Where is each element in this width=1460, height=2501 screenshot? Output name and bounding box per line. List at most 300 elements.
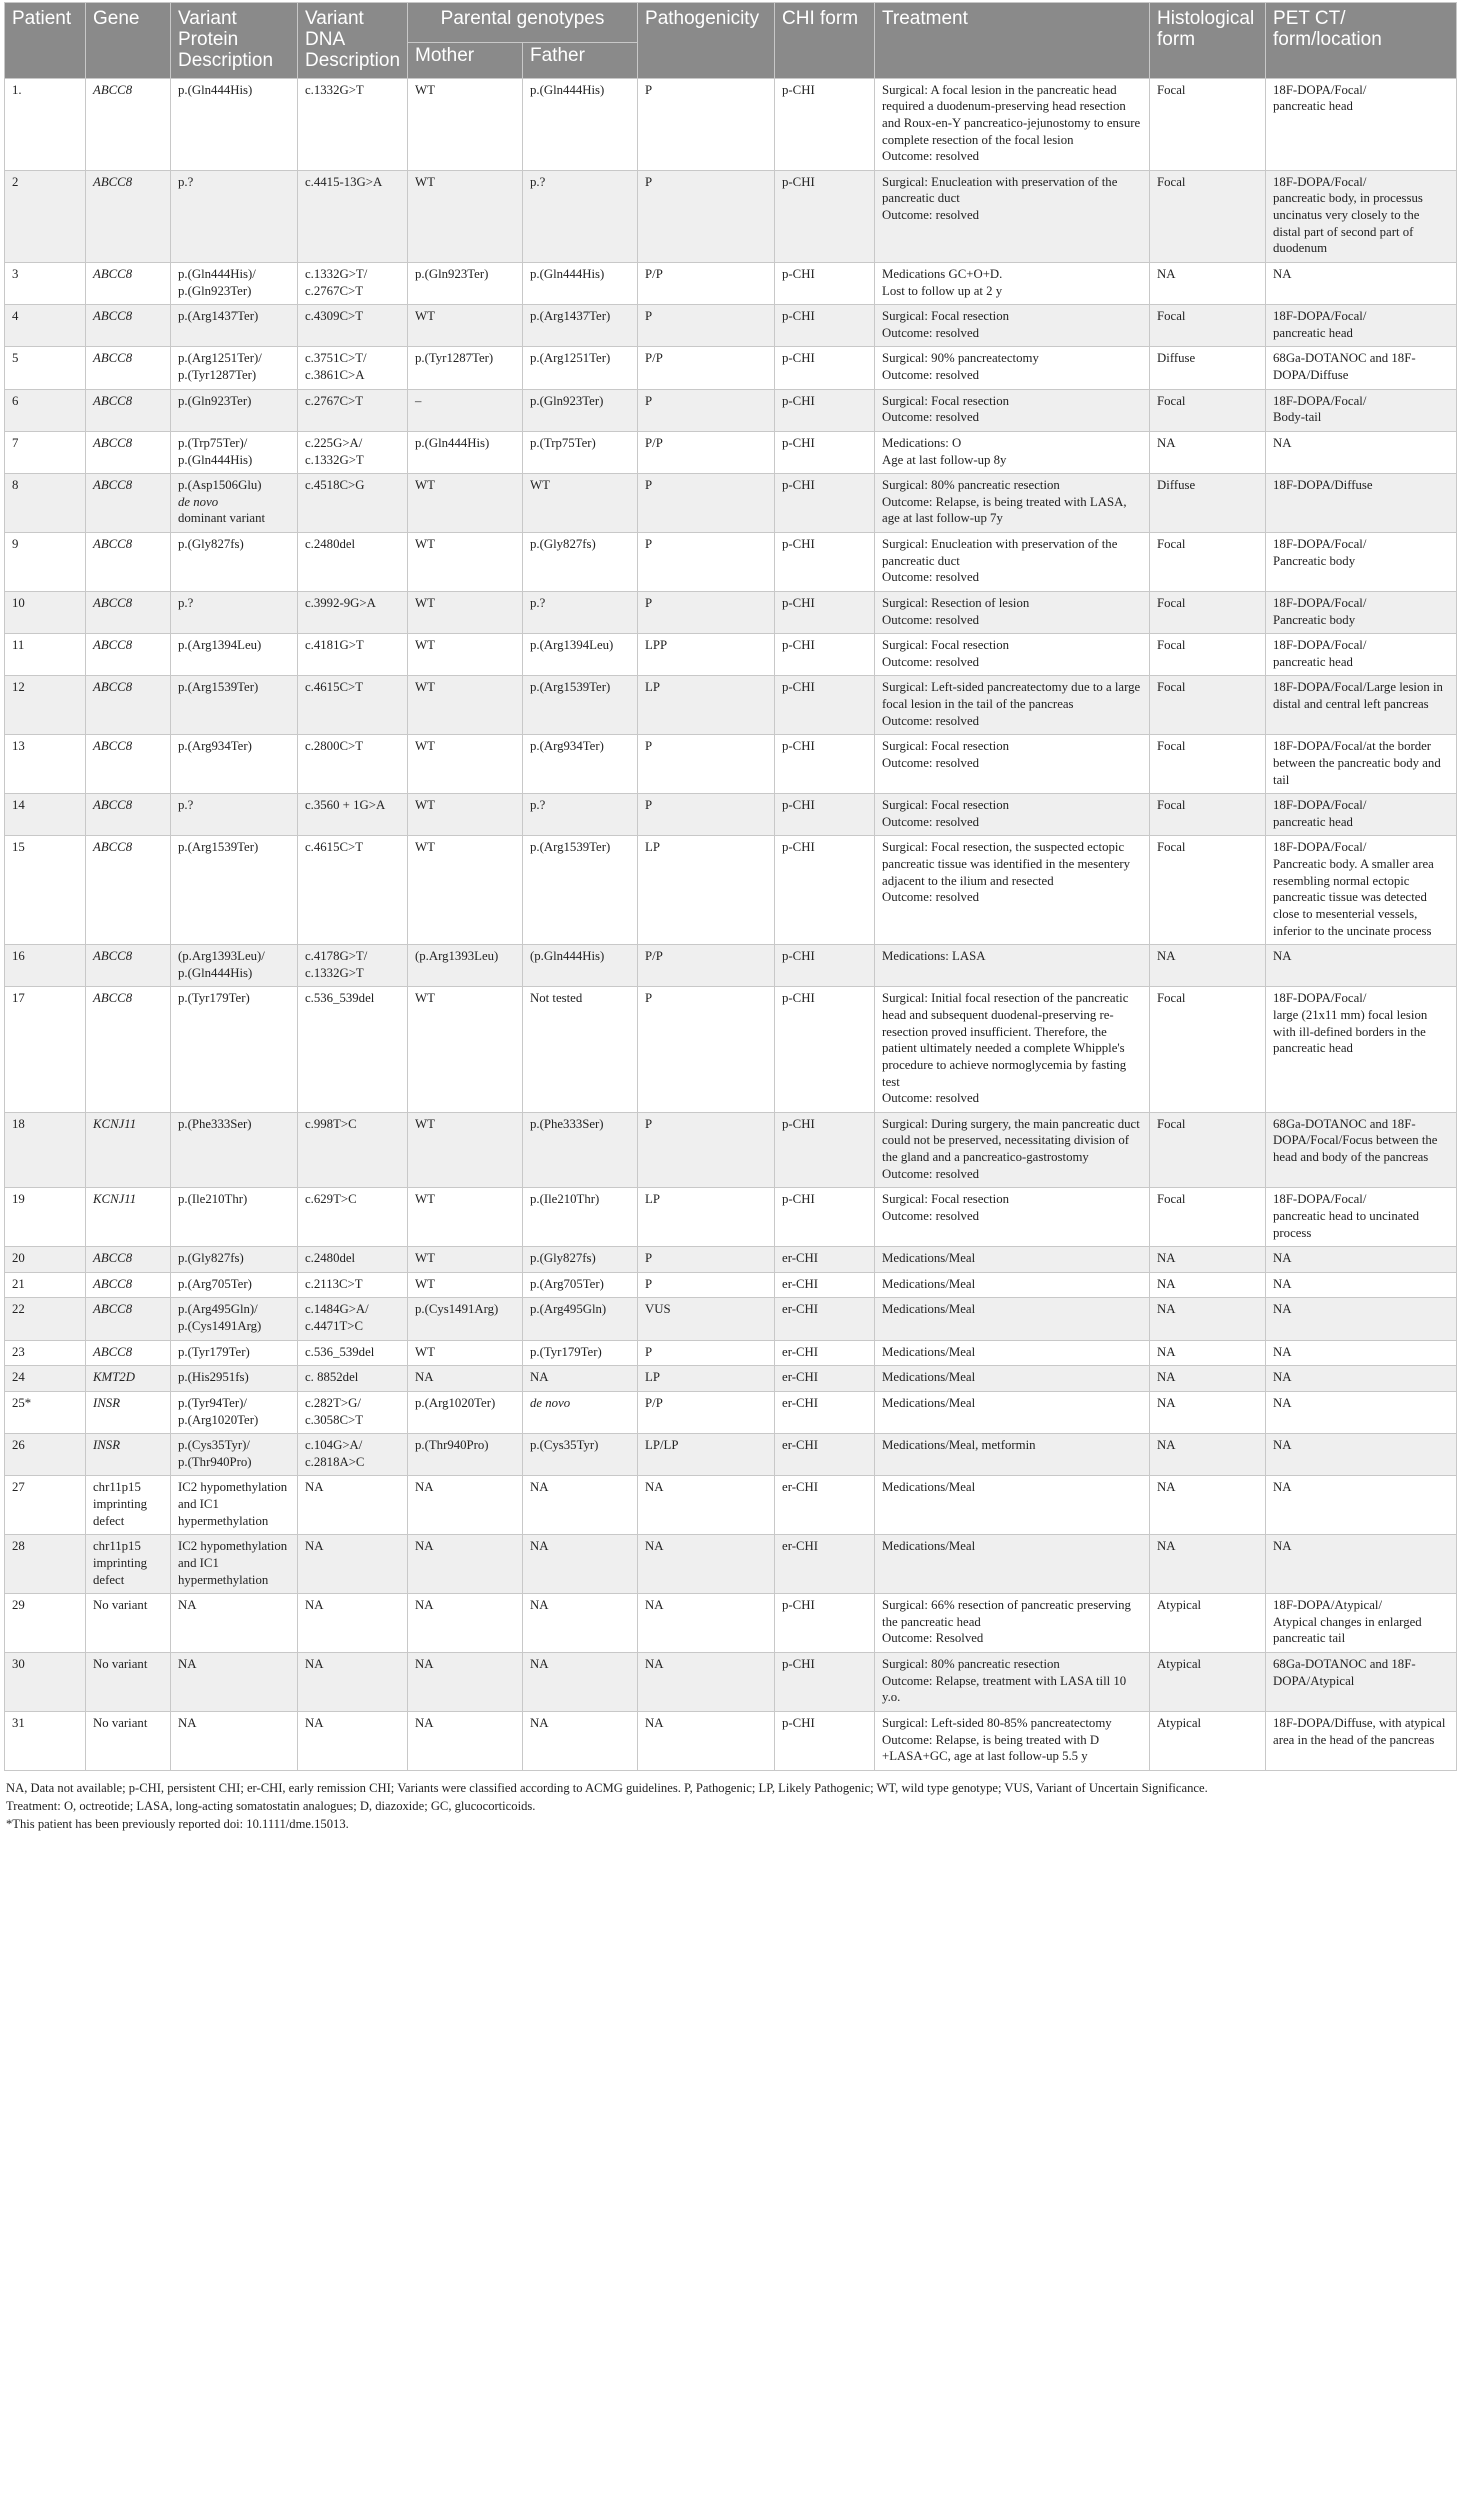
cell-protein: p.(Gln923Ter) xyxy=(171,389,298,431)
table-row xyxy=(5,1535,1457,1594)
cell-histological: NA xyxy=(1150,1340,1266,1366)
cell-mother: NA xyxy=(408,1535,523,1594)
cell-gene: No variant xyxy=(86,1653,171,1712)
cell-treatment: Surgical: Enucleation with preservation of the pancreatic duct Outcome: resolved xyxy=(875,533,1150,592)
header-dna: Variant DNA Description xyxy=(298,3,408,79)
table-row xyxy=(5,634,1457,676)
cell-mother: p.(Tyr1287Ter) xyxy=(408,347,523,389)
cell-treatment: Surgical: Focal resection, the suspected ectopic pancreatic tissue was identified in the mesentery adjacent to the ilium and resected Outcome: resolved xyxy=(875,836,1150,945)
cell-mother: p.(Gln444His) xyxy=(408,431,523,473)
cell-patient: 1. xyxy=(5,78,86,170)
cell-pathogenicity: P xyxy=(638,474,775,533)
cell-pathogenicity: P xyxy=(638,389,775,431)
cell-gene: ABCC8 xyxy=(86,1247,171,1273)
cell-chi-form: p-CHI xyxy=(775,78,875,170)
cell-gene: ABCC8 xyxy=(86,836,171,945)
cell-father: p.(Arg1539Ter) xyxy=(523,676,638,735)
header-chi-form: CHI form xyxy=(775,3,875,79)
cell-chi-form: p-CHI xyxy=(775,836,875,945)
cell-dna: c.4415-13G>A xyxy=(298,170,408,262)
cell-patient: 12 xyxy=(5,676,86,735)
cell-mother: NA xyxy=(408,1476,523,1535)
table-row xyxy=(5,305,1457,347)
cell-pathogenicity: P xyxy=(638,170,775,262)
cell-histological: Atypical xyxy=(1150,1711,1266,1770)
cell-pet-ct: 18F-DOPA/Focal/ pancreatic head xyxy=(1266,634,1457,676)
cell-histological: Focal xyxy=(1150,1112,1266,1188)
table-row xyxy=(5,431,1457,473)
cell-protein: p.(Asp1506Glu) de novo dominant variant xyxy=(171,474,298,533)
header-patient: Patient xyxy=(5,3,86,79)
table-row xyxy=(5,591,1457,633)
cell-patient: 7 xyxy=(5,431,86,473)
cell-patient: 2 xyxy=(5,170,86,262)
cell-treatment: Surgical: Initial focal resection of the pancreatic head and subsequent duodenal-preserving re-resection proved insufficient. Therefore, the patient ultimately needed a complete Whipple's procedure to achieve normoglycemia by fasting test Outcome: resolved xyxy=(875,987,1150,1112)
cell-dna: c.2113C>T xyxy=(298,1272,408,1298)
cell-gene: ABCC8 xyxy=(86,431,171,473)
cell-dna: c.282T>G/ c.3058C>T xyxy=(298,1391,408,1433)
cell-patient: 10 xyxy=(5,591,86,633)
cell-pet-ct: 18F-DOPA/Focal/ pancreatic head xyxy=(1266,305,1457,347)
cell-patient: 8 xyxy=(5,474,86,533)
cell-chi-form: er-CHI xyxy=(775,1366,875,1392)
cell-father: p.(Arg934Ter) xyxy=(523,735,638,794)
cell-treatment: Surgical: 80% pancreatic resection Outcome: Relapse, is being treated with LASA, age at last follow-up 7y xyxy=(875,474,1150,533)
cell-protein: p.(Arg1251Ter)/ p.(Tyr1287Ter) xyxy=(171,347,298,389)
cell-histological: Focal xyxy=(1150,305,1266,347)
cell-father: NA xyxy=(523,1653,638,1712)
cell-chi-form: p-CHI xyxy=(775,591,875,633)
cell-mother: NA xyxy=(408,1594,523,1653)
cell-chi-form: er-CHI xyxy=(775,1535,875,1594)
cell-pathogenicity: P/P xyxy=(638,431,775,473)
cell-protein: p.(Trp75Ter)/ p.(Gln444His) xyxy=(171,431,298,473)
header-row-top xyxy=(5,3,1457,43)
cell-gene: ABCC8 xyxy=(86,1340,171,1366)
cell-pathogenicity: LP xyxy=(638,676,775,735)
cell-gene: No variant xyxy=(86,1711,171,1770)
cell-gene: ABCC8 xyxy=(86,170,171,262)
cell-treatment: Medications/Meal xyxy=(875,1535,1150,1594)
cell-histological: Focal xyxy=(1150,389,1266,431)
cell-mother: WT xyxy=(408,1272,523,1298)
cell-histological: Focal xyxy=(1150,170,1266,262)
cell-mother: WT xyxy=(408,533,523,592)
cell-father: p.(Tyr179Ter) xyxy=(523,1340,638,1366)
cell-father: p.(Cys35Tyr) xyxy=(523,1434,638,1476)
cell-patient: 25* xyxy=(5,1391,86,1433)
cell-mother: p.(Thr940Pro) xyxy=(408,1434,523,1476)
cell-patient: 24 xyxy=(5,1366,86,1392)
cell-protein: p.(Arg1539Ter) xyxy=(171,676,298,735)
cell-patient: 13 xyxy=(5,735,86,794)
cell-pathogenicity: P xyxy=(638,735,775,794)
cell-mother: WT xyxy=(408,1188,523,1247)
cell-dna: c.4309C>T xyxy=(298,305,408,347)
cell-treatment: Surgical: Left-sided 80-85% pancreatectomy Outcome: Relapse, is being treated with D +LASA+GC, age at last follow-up 5.5 y xyxy=(875,1711,1150,1770)
cell-histological: NA xyxy=(1150,262,1266,304)
cell-father: NA xyxy=(523,1366,638,1392)
table-row xyxy=(5,1653,1457,1712)
cell-gene: ABCC8 xyxy=(86,1298,171,1340)
cell-patient: 30 xyxy=(5,1653,86,1712)
cell-gene: ABCC8 xyxy=(86,533,171,592)
header-protein: Variant Protein Description xyxy=(171,3,298,79)
cell-pet-ct: NA xyxy=(1266,1476,1457,1535)
cell-mother: WT xyxy=(408,1247,523,1273)
cell-gene: ABCC8 xyxy=(86,634,171,676)
cell-dna: c.536_539del xyxy=(298,987,408,1112)
table-row xyxy=(5,170,1457,262)
cell-protein: p.(Gly827fs) xyxy=(171,1247,298,1273)
header-histological: Histological form xyxy=(1150,3,1266,79)
cell-pet-ct: NA xyxy=(1266,1247,1457,1273)
cell-pet-ct: 18F-DOPA/Diffuse, with atypical area in the head of the pancreas xyxy=(1266,1711,1457,1770)
cell-chi-form: er-CHI xyxy=(775,1434,875,1476)
cell-father: p.(Arg1437Ter) xyxy=(523,305,638,347)
table-row xyxy=(5,347,1457,389)
cell-pet-ct: 18F-DOPA/Focal/ Pancreatic body xyxy=(1266,591,1457,633)
cell-histological: NA xyxy=(1150,1434,1266,1476)
cell-treatment: Medications: O Age at last follow-up 8y xyxy=(875,431,1150,473)
cell-protein: p.(Arg1539Ter) xyxy=(171,836,298,945)
table-row xyxy=(5,735,1457,794)
cell-treatment: Surgical: Focal resection Outcome: resolved xyxy=(875,1188,1150,1247)
table-footnotes xyxy=(4,1779,1456,1834)
footnote-previous-report: *This patient has been previously reported doi: 10.1111/dme.15013. xyxy=(6,1817,349,1832)
cell-pet-ct: NA xyxy=(1266,262,1457,304)
cell-protein: (p.Arg1393Leu)/ p.(Gln444His) xyxy=(171,945,298,987)
cell-father: p.(Arg1251Ter) xyxy=(523,347,638,389)
cell-chi-form: p-CHI xyxy=(775,945,875,987)
cell-pathogenicity: P xyxy=(638,78,775,170)
cell-chi-form: p-CHI xyxy=(775,1711,875,1770)
cell-pathogenicity: NA xyxy=(638,1594,775,1653)
cell-patient: 17 xyxy=(5,987,86,1112)
cell-father: p.? xyxy=(523,591,638,633)
cell-mother: WT xyxy=(408,794,523,836)
cell-pet-ct: NA xyxy=(1266,1535,1457,1594)
cell-chi-form: p-CHI xyxy=(775,262,875,304)
cell-dna: NA xyxy=(298,1535,408,1594)
cell-chi-form: p-CHI xyxy=(775,431,875,473)
table-row xyxy=(5,78,1457,170)
cell-pathogenicity: P xyxy=(638,1340,775,1366)
header-pathogenicity: Pathogenicity xyxy=(638,3,775,79)
cell-father: p.(Arg1394Leu) xyxy=(523,634,638,676)
cell-dna: c.629T>C xyxy=(298,1188,408,1247)
cell-protein: IC2 hypomethylation and IC1 hypermethylation xyxy=(171,1476,298,1535)
cell-histological: NA xyxy=(1150,1272,1266,1298)
cell-treatment: Medications/Meal xyxy=(875,1391,1150,1433)
cell-mother: – xyxy=(408,389,523,431)
cell-gene: KMT2D xyxy=(86,1366,171,1392)
cell-dna: c.225G>A/ c.1332G>T xyxy=(298,431,408,473)
cell-dna: NA xyxy=(298,1711,408,1770)
cell-pathogenicity: P/P xyxy=(638,347,775,389)
cell-father: p.(Arg1539Ter) xyxy=(523,836,638,945)
cell-mother: WT xyxy=(408,591,523,633)
cell-pathogenicity: VUS xyxy=(638,1298,775,1340)
cell-chi-form: er-CHI xyxy=(775,1340,875,1366)
cell-father: p.(Gly827fs) xyxy=(523,1247,638,1273)
cell-treatment: Surgical: Focal resection Outcome: resolved xyxy=(875,305,1150,347)
cell-histological: NA xyxy=(1150,1476,1266,1535)
cell-patient: 4 xyxy=(5,305,86,347)
cell-histological: NA xyxy=(1150,1535,1266,1594)
cell-histological: Atypical xyxy=(1150,1653,1266,1712)
cell-chi-form: p-CHI xyxy=(775,634,875,676)
table-row xyxy=(5,1272,1457,1298)
cell-pathogenicity: P xyxy=(638,987,775,1112)
cell-mother: WT xyxy=(408,634,523,676)
cell-protein: p.(His2951fs) xyxy=(171,1366,298,1392)
cell-dna: c.3560 + 1G>A xyxy=(298,794,408,836)
cell-patient: 16 xyxy=(5,945,86,987)
cell-patient: 5 xyxy=(5,347,86,389)
cell-treatment: Surgical: 80% pancreatic resection Outcome: Relapse, treatment with LASA till 10 y.o. xyxy=(875,1653,1150,1712)
cell-chi-form: er-CHI xyxy=(775,1272,875,1298)
cell-patient: 9 xyxy=(5,533,86,592)
cell-gene: ABCC8 xyxy=(86,1272,171,1298)
cell-protein: p.(Arg495Gln)/ p.(Cys1491Arg) xyxy=(171,1298,298,1340)
cell-patient: 22 xyxy=(5,1298,86,1340)
cell-pathogenicity: NA xyxy=(638,1476,775,1535)
cell-chi-form: p-CHI xyxy=(775,794,875,836)
cell-mother: WT xyxy=(408,170,523,262)
cell-protein: NA xyxy=(171,1653,298,1712)
cell-protein: p.(Phe333Ser) xyxy=(171,1112,298,1188)
cell-pathogenicity: P xyxy=(638,591,775,633)
cell-treatment: Surgical: 66% resection of pancreatic preserving the pancreatic head Outcome: Resolved xyxy=(875,1594,1150,1653)
cell-patient: 11 xyxy=(5,634,86,676)
cell-pet-ct: 18F-DOPA/Focal/ Pancreatic body xyxy=(1266,533,1457,592)
cell-father: p.(Ile210Thr) xyxy=(523,1188,638,1247)
cell-histological: Focal xyxy=(1150,836,1266,945)
table-body xyxy=(5,78,1457,1770)
cell-treatment: Surgical: Left-sided pancreatectomy due to a large focal lesion in the tail of the pancreas Outcome: resolved xyxy=(875,676,1150,735)
cell-pet-ct: 18F-DOPA/Focal/ pancreatic body, in processus uncinatus very closely to the distal part of second part of duodenum xyxy=(1266,170,1457,262)
cell-gene: KCNJ11 xyxy=(86,1112,171,1188)
cell-mother: p.(Cys1491Arg) xyxy=(408,1298,523,1340)
cell-histological: Focal xyxy=(1150,591,1266,633)
cell-pet-ct: NA xyxy=(1266,1366,1457,1392)
cell-protein: p.(Arg934Ter) xyxy=(171,735,298,794)
cell-patient: 29 xyxy=(5,1594,86,1653)
cell-mother: WT xyxy=(408,1112,523,1188)
cell-gene: ABCC8 xyxy=(86,794,171,836)
cell-protein: NA xyxy=(171,1594,298,1653)
cell-pathogenicity: P/P xyxy=(638,945,775,987)
header-treatment: Treatment xyxy=(875,3,1150,79)
cell-chi-form: p-CHI xyxy=(775,389,875,431)
table-header xyxy=(5,3,1457,79)
cell-dna: c.2480del xyxy=(298,1247,408,1273)
cell-patient: 3 xyxy=(5,262,86,304)
cell-gene: ABCC8 xyxy=(86,347,171,389)
cell-protein: p.(Gly827fs) xyxy=(171,533,298,592)
cell-mother: NA xyxy=(408,1366,523,1392)
cell-father: NA xyxy=(523,1594,638,1653)
cell-chi-form: er-CHI xyxy=(775,1247,875,1273)
cell-mother: p.(Gln923Ter) xyxy=(408,262,523,304)
cell-histological: Focal xyxy=(1150,1188,1266,1247)
cell-chi-form: p-CHI xyxy=(775,305,875,347)
cell-treatment: Medications/Meal xyxy=(875,1247,1150,1273)
cell-protein: p.(Tyr94Ter)/ p.(Arg1020Ter) xyxy=(171,1391,298,1433)
table-row xyxy=(5,1476,1457,1535)
cell-protein: p.(Cys35Tyr)/ p.(Thr940Pro) xyxy=(171,1434,298,1476)
cell-gene: ABCC8 xyxy=(86,676,171,735)
cell-histological: Diffuse xyxy=(1150,474,1266,533)
cell-histological: NA xyxy=(1150,945,1266,987)
cell-pet-ct: NA xyxy=(1266,1298,1457,1340)
cell-protein: p.? xyxy=(171,170,298,262)
table-row xyxy=(5,474,1457,533)
cell-patient: 15 xyxy=(5,836,86,945)
header-mother: Mother xyxy=(408,42,523,78)
cell-treatment: Medications/Meal, metformin xyxy=(875,1434,1150,1476)
cell-gene: chr11p15 imprinting defect xyxy=(86,1535,171,1594)
cell-father: Not tested xyxy=(523,987,638,1112)
header-gene: Gene xyxy=(86,3,171,79)
table-container xyxy=(4,2,1456,1834)
cell-father: NA xyxy=(523,1711,638,1770)
cell-pathogenicity: P xyxy=(638,1272,775,1298)
cell-pathogenicity: P/P xyxy=(638,1391,775,1433)
cell-patient: 21 xyxy=(5,1272,86,1298)
cell-dna: c.3751C>T/ c.3861C>A xyxy=(298,347,408,389)
table-row xyxy=(5,1711,1457,1770)
cell-treatment: Surgical: Enucleation with preservation of the pancreatic duct Outcome: resolved xyxy=(875,170,1150,262)
cell-pet-ct: 68Ga-DOTANOC and 18F-DOPA/Diffuse xyxy=(1266,347,1457,389)
cell-treatment: Surgical: Focal resection Outcome: resolved xyxy=(875,389,1150,431)
cell-patient: 27 xyxy=(5,1476,86,1535)
cell-histological: Focal xyxy=(1150,533,1266,592)
cell-father: p.? xyxy=(523,794,638,836)
cell-dna: NA xyxy=(298,1653,408,1712)
cell-pet-ct: NA xyxy=(1266,945,1457,987)
cell-father: WT xyxy=(523,474,638,533)
cell-gene: ABCC8 xyxy=(86,389,171,431)
cell-mother: WT xyxy=(408,78,523,170)
cell-protein: p.? xyxy=(171,794,298,836)
cell-treatment: Surgical: A focal lesion in the pancreatic head required a duodenum-preserving head resection and Roux-en-Y pancreatico-jejunostomy to ensure complete resection of the focal lesion Outcome: resolved xyxy=(875,78,1150,170)
cell-father: p.(Gln444His) xyxy=(523,78,638,170)
cell-chi-form: er-CHI xyxy=(775,1476,875,1535)
cell-pet-ct: NA xyxy=(1266,1434,1457,1476)
cell-protein: p.(Tyr179Ter) xyxy=(171,1340,298,1366)
cell-pet-ct: 18F-DOPA/Focal/ Body-tail xyxy=(1266,389,1457,431)
footnote-treatment: Treatment: O, octreotide; LASA, long-acting somatostatin analogues; D, diazoxide; GC, glucocorticoids. xyxy=(6,1799,536,1814)
table-row xyxy=(5,1340,1457,1366)
cell-dna: c.536_539del xyxy=(298,1340,408,1366)
cell-pathogenicity: P xyxy=(638,794,775,836)
table-row xyxy=(5,987,1457,1112)
cell-gene: ABCC8 xyxy=(86,987,171,1112)
patient-variant-table xyxy=(4,2,1457,1771)
cell-mother: WT xyxy=(408,676,523,735)
cell-treatment: Medications/Meal xyxy=(875,1272,1150,1298)
cell-gene: ABCC8 xyxy=(86,262,171,304)
table-row xyxy=(5,1112,1457,1188)
cell-treatment: Medications/Meal xyxy=(875,1340,1150,1366)
cell-pet-ct: 18F-DOPA/Focal/ Pancreatic body. A smaller area resembling normal ectopic pancreatic tissue was detected close to mesenterial vessels, inferior to the uncinate process xyxy=(1266,836,1457,945)
cell-chi-form: p-CHI xyxy=(775,1594,875,1653)
cell-chi-form: p-CHI xyxy=(775,987,875,1112)
cell-histological: Focal xyxy=(1150,987,1266,1112)
cell-histological: Focal xyxy=(1150,794,1266,836)
cell-dna: c.3992-9G>A xyxy=(298,591,408,633)
cell-patient: 19 xyxy=(5,1188,86,1247)
cell-mother: WT xyxy=(408,1340,523,1366)
cell-histological: Focal xyxy=(1150,735,1266,794)
cell-chi-form: er-CHI xyxy=(775,1298,875,1340)
table-row xyxy=(5,389,1457,431)
cell-histological: Atypical xyxy=(1150,1594,1266,1653)
table-row xyxy=(5,945,1457,987)
cell-treatment: Surgical: Focal resection Outcome: resolved xyxy=(875,794,1150,836)
cell-patient: 23 xyxy=(5,1340,86,1366)
table-row xyxy=(5,836,1457,945)
cell-pathogenicity: LP xyxy=(638,836,775,945)
cell-treatment: Surgical: 90% pancreatectomy Outcome: resolved xyxy=(875,347,1150,389)
cell-treatment: Medications/Meal xyxy=(875,1366,1150,1392)
cell-pathogenicity: P/P xyxy=(638,262,775,304)
cell-dna: c.4615C>T xyxy=(298,836,408,945)
cell-gene: chr11p15 imprinting defect xyxy=(86,1476,171,1535)
cell-mother: p.(Arg1020Ter) xyxy=(408,1391,523,1433)
footnote-abbreviations: NA, Data not available; p-CHI, persistent CHI; er-CHI, early remission CHI; Variants were classified according to ACMG guidelines. P, Pathogenic; LP, Likely Pathogenic; WT, wild type genotype; VUS, Variant of Uncertain Significance. xyxy=(6,1780,1208,1795)
cell-mother: WT xyxy=(408,474,523,533)
cell-protein: p.(Arg705Ter) xyxy=(171,1272,298,1298)
header-pet-ct: PET CT/ form/location xyxy=(1266,3,1457,79)
cell-protein: p.(Gln444His)/ p.(Gln923Ter) xyxy=(171,262,298,304)
cell-pet-ct: 18F-DOPA/Focal/ pancreatic head xyxy=(1266,794,1457,836)
cell-gene: ABCC8 xyxy=(86,591,171,633)
cell-father: p.(Trp75Ter) xyxy=(523,431,638,473)
cell-histological: NA xyxy=(1150,1247,1266,1273)
cell-protein: NA xyxy=(171,1711,298,1770)
cell-mother: WT xyxy=(408,836,523,945)
cell-dna: NA xyxy=(298,1594,408,1653)
cell-pet-ct: 18F-DOPA/Focal/ pancreatic head to uncinated process xyxy=(1266,1188,1457,1247)
cell-gene: ABCC8 xyxy=(86,305,171,347)
cell-patient: 6 xyxy=(5,389,86,431)
cell-protein: p.(Arg1437Ter) xyxy=(171,305,298,347)
cell-histological: Diffuse xyxy=(1150,347,1266,389)
cell-dna: c. 8852del xyxy=(298,1366,408,1392)
cell-pathogenicity: LP/LP xyxy=(638,1434,775,1476)
cell-gene: INSR xyxy=(86,1391,171,1433)
cell-patient: 31 xyxy=(5,1711,86,1770)
cell-treatment: Medications/Meal xyxy=(875,1476,1150,1535)
cell-treatment: Surgical: Focal resection Outcome: resolved xyxy=(875,634,1150,676)
cell-gene: ABCC8 xyxy=(86,735,171,794)
cell-mother: WT xyxy=(408,305,523,347)
table-row xyxy=(5,1298,1457,1340)
cell-gene: ABCC8 xyxy=(86,78,171,170)
table-row xyxy=(5,1188,1457,1247)
table-row xyxy=(5,1247,1457,1273)
table-row xyxy=(5,1434,1457,1476)
table-row xyxy=(5,262,1457,304)
cell-histological: Focal xyxy=(1150,676,1266,735)
cell-pet-ct: NA xyxy=(1266,1272,1457,1298)
cell-histological: NA xyxy=(1150,1298,1266,1340)
cell-gene: ABCC8 xyxy=(86,474,171,533)
cell-gene: INSR xyxy=(86,1434,171,1476)
